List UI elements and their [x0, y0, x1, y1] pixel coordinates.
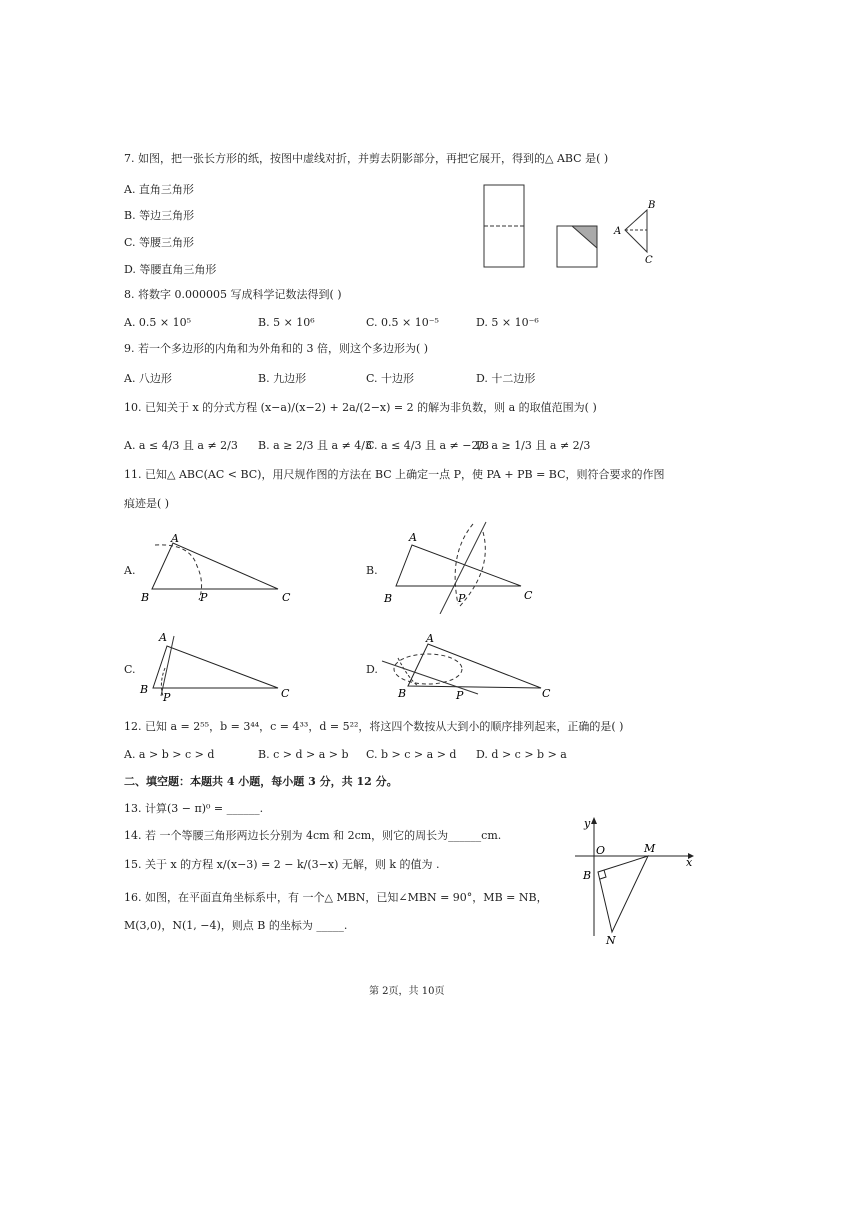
q11-option-d: D. — [366, 663, 378, 676]
q11-option-c: C. — [124, 663, 136, 676]
q16-line2: M(3,0)，N(1, −4)，则点 B 的坐标为 _____. — [124, 919, 348, 932]
q7-label-c: C — [645, 255, 653, 266]
svg-text:C: C — [524, 589, 533, 602]
q9-stem: 9. 若一个多边形的内角和为外角和的 3 倍，则这个多边形为( ) — [124, 342, 429, 355]
q10-option-c: C. a ≤ 4/3 且 a ≠ −2/3 — [366, 439, 490, 452]
q16-line1: 16. 如图，在平面直角坐标系中，有 一个△ MBN，已知∠MBN = 90°，MB = NB， — [124, 891, 548, 904]
svg-text:A: A — [159, 631, 167, 644]
q11-stem-line2: 痕迹是( ) — [124, 497, 170, 510]
q8-stem: 8. 将数字 0.000005 写成科学记数法得到( ) — [124, 288, 342, 301]
q8-option-d: D. 5 × 10⁻⁶ — [476, 316, 539, 329]
q11-option-a: A. — [124, 564, 136, 577]
q11-figure-d — [378, 628, 558, 706]
q7-option-d: D. 等腰直角三角形 — [124, 263, 217, 276]
q7-option-a: A. 直角三角形 — [124, 183, 194, 196]
q7-label-b: B — [648, 200, 656, 211]
svg-text:O: O — [596, 844, 606, 857]
q12-stem: 12. 已知 a = 2⁵⁵，b = 3⁴⁴，c = 4³³，d = 5²²，将这四个数按从大到小的顺序排列起来，正确的是( ) — [124, 720, 624, 733]
svg-text:P: P — [458, 592, 466, 605]
svg-text:B: B — [141, 591, 150, 604]
q8-option-c: C. 0.5 × 10⁻⁵ — [366, 316, 439, 329]
q15: 15. 关于 x 的方程 x/(x−3) = 2 − k/(3−x) 无解，则 k 的值为 . — [124, 858, 440, 871]
q7-option-c: C. 等腰三角形 — [124, 236, 195, 249]
svg-text:A: A — [409, 531, 417, 544]
svg-text:A: A — [426, 632, 434, 645]
svg-text:x: x — [686, 856, 693, 869]
q10-option-d: D. a ≥ 1/3 且 a ≠ 2/3 — [476, 439, 591, 452]
q9-option-d: D. 十二边形 — [476, 372, 536, 385]
q14: 14. 若 一个等腰三角形两边长分别为 4cm 和 2cm，则它的周长为______cm. — [124, 829, 502, 842]
q10-option-b: B. a ≥ 2/3 且 a ≠ 4/3 — [258, 439, 373, 452]
q11-option-b: B. — [366, 564, 378, 577]
svg-text:B: B — [398, 687, 407, 700]
svg-text:A: A — [171, 532, 179, 545]
page-footer: 第 2页，共 10页 — [369, 986, 445, 997]
q11-figure-a — [135, 528, 305, 606]
q7-label-a: A — [614, 226, 622, 237]
q16-figure — [570, 814, 700, 946]
q7-option-b: B. 等边三角形 — [124, 209, 195, 222]
q12-option-d: D. d > c > b > a — [476, 748, 567, 761]
q10-stem: 10. 已知关于 x 的分式方程 (x−a)/(x−2) + 2a/(2−x) = 2 的解为非负数，则 a 的取值范围为( ) — [124, 401, 597, 414]
svg-text:C: C — [281, 687, 290, 700]
q13: 13. 计算(3 − π)⁰ = ______. — [124, 802, 264, 815]
q9-option-c: C. 十边形 — [366, 372, 415, 385]
section-heading: 二、填空题：本题共 4 小题，每小题 3 分，共 12 分。 — [124, 775, 398, 788]
q11-figure-c — [135, 628, 305, 706]
q10-option-a: A. a ≤ 4/3 且 a ≠ 2/3 — [124, 439, 238, 452]
q12-option-a: A. a > b > c > d — [124, 748, 215, 761]
svg-text:N: N — [606, 934, 616, 946]
svg-text:B: B — [384, 592, 393, 605]
q8-option-b: B. 5 × 10⁶ — [258, 316, 315, 329]
q9-option-b: B. 九边形 — [258, 372, 307, 385]
q7-figure — [480, 182, 670, 272]
q12-option-c: C. b > c > a > d — [366, 748, 457, 761]
svg-text:B: B — [140, 683, 149, 696]
svg-text:C: C — [542, 687, 551, 700]
svg-text:P: P — [456, 689, 464, 702]
q11-figure-b — [378, 514, 548, 614]
q8-option-a: A. 0.5 × 10⁵ — [124, 316, 192, 329]
svg-text:P: P — [163, 691, 171, 704]
q9-option-a: A. 八边形 — [124, 372, 172, 385]
svg-text:y: y — [584, 817, 591, 830]
svg-text:C: C — [282, 591, 291, 604]
svg-text:M: M — [644, 842, 656, 855]
svg-text:P: P — [200, 591, 208, 604]
q7-stem: 7. 如图，把一张长方形的纸，按图中虚线对折，并剪去阴影部分，再把它展开，得到的△ ABC 是( ) — [124, 152, 609, 165]
q12-option-b: B. c > d > a > b — [258, 748, 349, 761]
svg-text:B: B — [583, 869, 592, 882]
q11-stem-line1: 11. 已知△ ABC(AC < BC)，用尺规作图的方法在 BC 上确定一点 P，使 PA + PB = BC，则符合要求的作图 — [124, 468, 665, 481]
